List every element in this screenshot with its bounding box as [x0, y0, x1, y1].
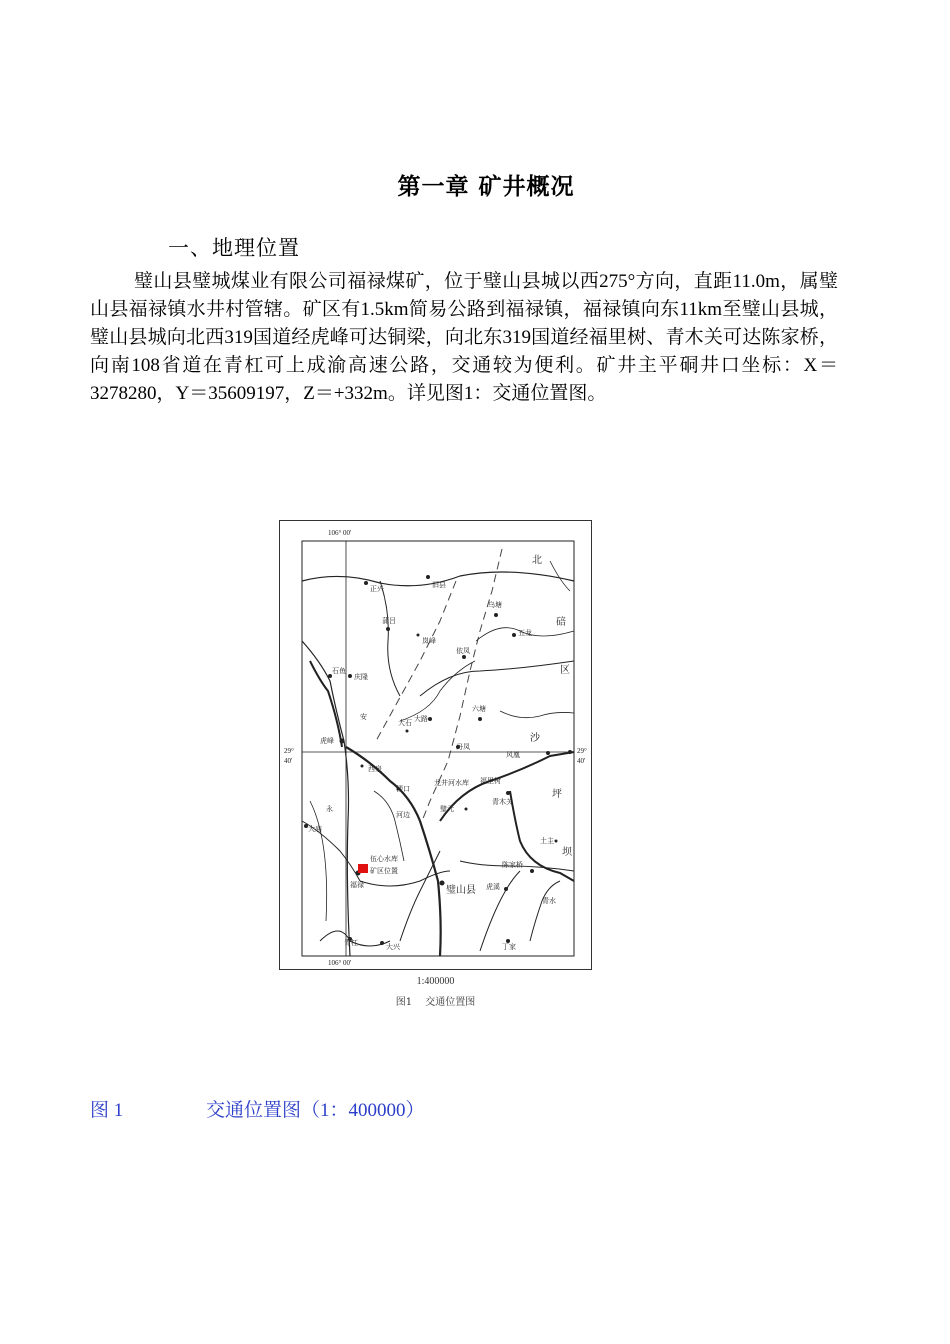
river [310, 801, 327, 921]
town-label: 青杠 [344, 939, 358, 947]
town-label: 安 [360, 713, 367, 721]
town-label: 西泉 [368, 765, 382, 773]
town-label: 伍心水库 [370, 855, 398, 863]
town-label: 璧元 [440, 805, 454, 813]
map-scale: 1:400000 [416, 976, 455, 987]
town-label: 土主 [540, 837, 554, 845]
map-right-lat-min: 40' [577, 757, 586, 765]
chapter-title: 第一章 矿井概况 [397, 173, 575, 200]
figure-title: 交通位置图（1：400000） [206, 1100, 425, 1121]
river [500, 711, 574, 718]
map-inner-frame [302, 541, 574, 956]
town-label: 福禄 [350, 881, 364, 889]
river [530, 881, 560, 941]
river [550, 561, 570, 591]
river [374, 791, 404, 861]
town-label: 依凤 [456, 647, 470, 655]
map-inner-caption: 图1 交通位置图 [395, 997, 476, 1008]
mine-location-marker [358, 864, 368, 873]
town-label: 青木关 [492, 798, 513, 806]
map-top-coordinate: 106° 00' [328, 529, 352, 537]
town-label: 五龙 [518, 629, 532, 637]
traffic-location-map [279, 520, 592, 970]
mine-location-label: 矿区位置 [370, 867, 398, 875]
region-label-ping: 坪 [552, 789, 562, 800]
town-label: 虎溪 [486, 883, 500, 891]
town-label: 大路 [414, 715, 428, 723]
town-label: 丹凤 [456, 743, 470, 751]
town-label: 庆隆 [354, 673, 368, 681]
region-label-bei: 北 [532, 555, 542, 566]
town-label-bishan: 璧山县 [446, 885, 476, 896]
figure-caption [90, 1095, 425, 1122]
map-right-lat-deg: 29° [577, 747, 587, 755]
region-label-ba: 坝 [562, 847, 572, 858]
map-left-lat-deg: 29° [284, 747, 294, 755]
figure-number: 图 1 [90, 1100, 124, 1121]
town-label: 六塘 [472, 705, 486, 713]
town-label: 陈家桥 [502, 861, 523, 869]
region-label-bei2: 碚 [556, 617, 566, 628]
town-label: 乌塘 [488, 601, 502, 609]
highway [346, 747, 441, 956]
town-label: 河边 [396, 811, 410, 819]
town-label: 蒲吕 [382, 617, 396, 625]
river [400, 661, 475, 721]
town-label: 大兴 [386, 943, 400, 951]
town-label: 青水 [542, 897, 556, 905]
road [380, 581, 400, 696]
town-label: 岚峰 [422, 637, 436, 645]
town-label: 旧县 [432, 581, 446, 589]
town-label: 大石 [398, 719, 412, 727]
region-label-qu: 区 [560, 665, 570, 676]
town-label: 丁家 [502, 943, 516, 951]
town-label: 石鱼 [332, 667, 346, 675]
town-label: 虎峰 [320, 737, 334, 745]
town-label: 正兴 [370, 585, 384, 593]
town-label: 永 [326, 805, 333, 813]
map-bottom-coordinate: 106° 00' [328, 959, 352, 967]
region-label-sha: 沙 [530, 733, 540, 744]
town-label: 梗口 [396, 785, 410, 793]
town-label: 福里树 [480, 777, 501, 785]
town-label: 龙井河水库 [434, 779, 469, 787]
town-label: 风凰 [506, 751, 520, 759]
section-heading: 一、地理位置 [168, 236, 300, 260]
body-paragraph: 璧山县璧城煤业有限公司福禄煤矿，位于璧山县城以西275°方向，直距11.0m，属璧山县福禄镇水井村管辖。矿区有1.5km简易公路到福禄镇，福禄镇向东11km至璧山县城，璧山县城向北西319国道经虎峰可达铜梁，向北东319国道经福里树、青木关可达陈家桥，向南108省道在青杠可上成渝高速公路，交通较为便利。矿井主平硐井口坐标：X＝3278280，Y＝35609197，Z＝+332m。详见图1：交通位置图。 [90, 271, 838, 404]
town-label: 大庙 [308, 825, 322, 833]
map-left-lat-min: 40' [284, 757, 293, 765]
road [420, 661, 574, 696]
